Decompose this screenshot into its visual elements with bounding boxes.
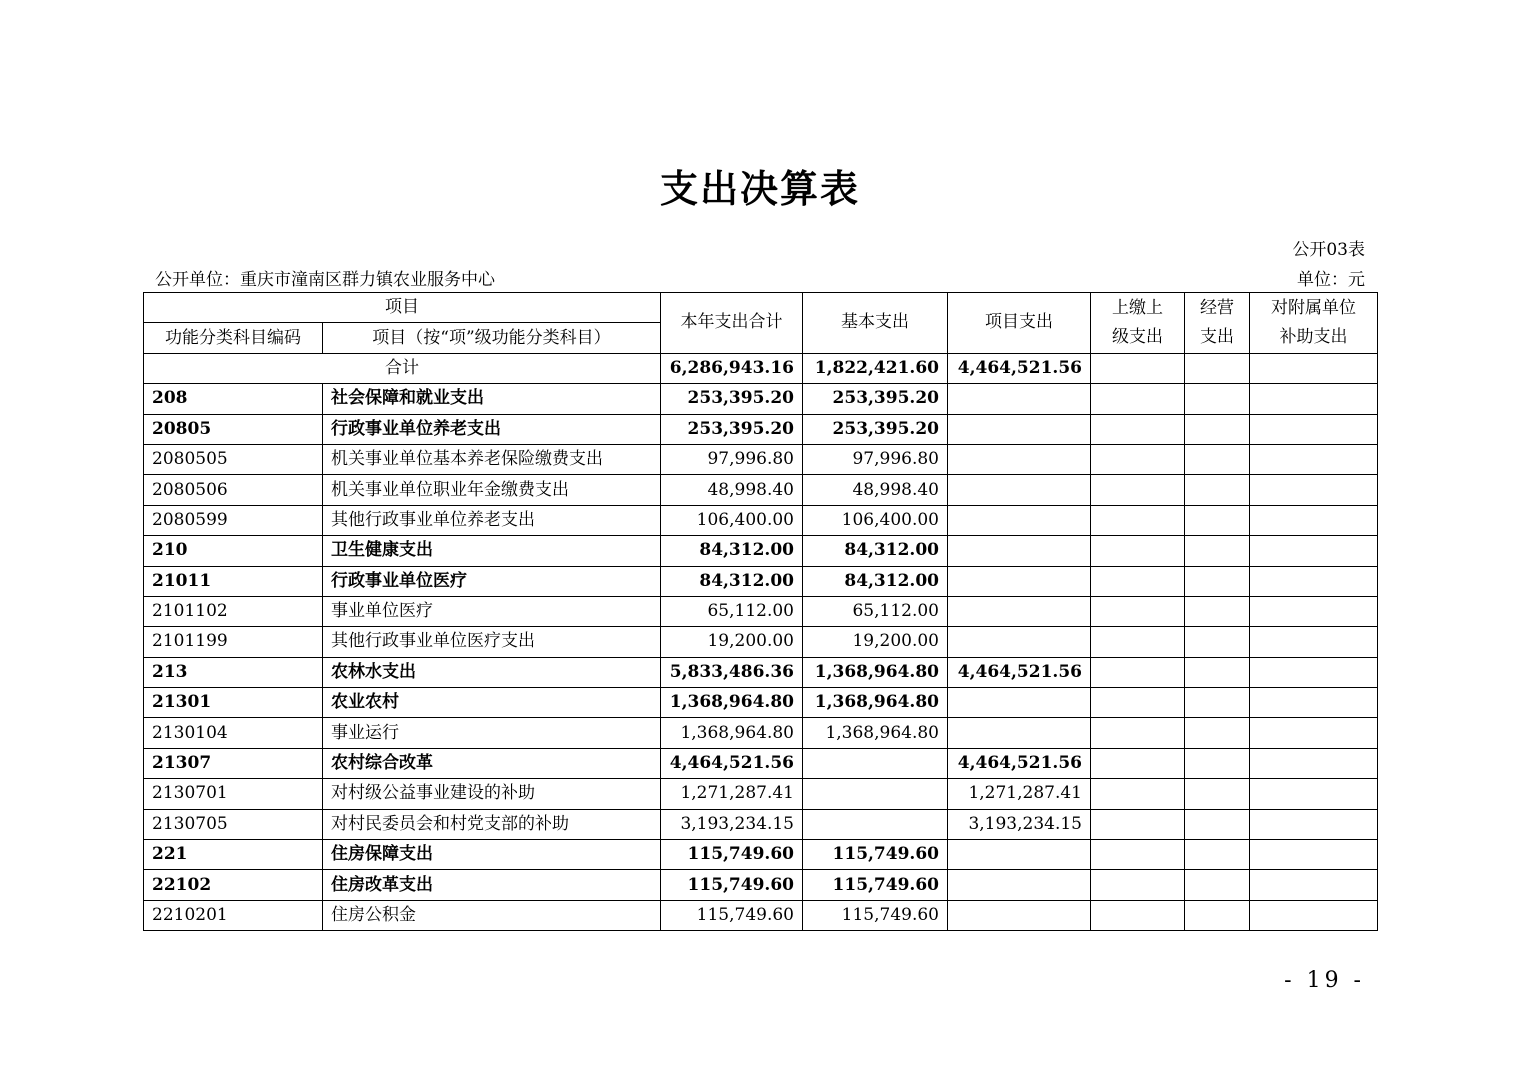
summary-label: 合计	[144, 353, 661, 383]
project-cell	[948, 414, 1091, 444]
affiliated-cell	[1250, 444, 1378, 474]
header-affiliated-line2: 补助支出	[1279, 326, 1348, 347]
business-cell	[1185, 566, 1250, 596]
name-cell: 事业单位医疗	[323, 596, 661, 626]
affiliated-cell	[1250, 840, 1378, 870]
code-cell: 2130705	[144, 809, 323, 839]
page-title: 支出决算表	[659, 166, 860, 211]
form-number: 公开03表	[1292, 240, 1365, 260]
name-cell: 农村综合改革	[323, 748, 661, 778]
code-cell: 213	[144, 657, 323, 687]
project-cell	[948, 384, 1091, 414]
header-affiliated	[1250, 293, 1378, 354]
code-cell: 21301	[144, 688, 323, 718]
total-cell: 253,395.20	[661, 414, 803, 444]
total-cell: 5,833,486.36	[661, 657, 803, 687]
upper-cell	[1091, 779, 1185, 809]
summary-total: 6,286,943.16	[661, 353, 803, 383]
business-cell	[1185, 870, 1250, 900]
business-cell	[1185, 900, 1250, 930]
table-row	[144, 688, 1378, 718]
basic-cell: 115,749.60	[803, 870, 948, 900]
total-cell: 106,400.00	[661, 505, 803, 535]
business-cell	[1185, 748, 1250, 778]
business-cell	[1185, 809, 1250, 839]
code-cell: 2130104	[144, 718, 323, 748]
code-cell: 21011	[144, 566, 323, 596]
affiliated-cell	[1250, 536, 1378, 566]
summary-business	[1185, 353, 1250, 383]
basic-cell: 253,395.20	[803, 384, 948, 414]
basic-cell: 106,400.00	[803, 505, 948, 535]
table-row	[144, 748, 1378, 778]
upper-cell	[1091, 840, 1185, 870]
business-cell	[1185, 505, 1250, 535]
business-cell	[1185, 779, 1250, 809]
header-item-group: 项目	[144, 293, 661, 323]
table-row	[144, 505, 1378, 535]
name-cell: 行政事业单位医疗	[323, 566, 661, 596]
affiliated-cell	[1250, 900, 1378, 930]
table-row	[144, 384, 1378, 414]
code-cell: 2080506	[144, 475, 323, 505]
project-cell	[948, 627, 1091, 657]
code-cell: 21307	[144, 748, 323, 778]
table-row	[144, 809, 1378, 839]
upper-cell	[1091, 870, 1185, 900]
business-cell	[1185, 688, 1250, 718]
name-cell: 卫生健康支出	[323, 536, 661, 566]
total-cell: 3,193,234.15	[661, 809, 803, 839]
upper-cell	[1091, 688, 1185, 718]
total-cell: 115,749.60	[661, 870, 803, 900]
table-row	[144, 840, 1378, 870]
project-cell	[948, 475, 1091, 505]
project-cell	[948, 840, 1091, 870]
upper-cell	[1091, 748, 1185, 778]
business-cell	[1185, 657, 1250, 687]
basic-cell: 1,368,964.80	[803, 688, 948, 718]
affiliated-cell	[1250, 779, 1378, 809]
project-cell: 1,271,287.41	[948, 779, 1091, 809]
page-number: - 19 -	[1284, 968, 1365, 993]
table-row	[144, 596, 1378, 626]
name-cell: 事业运行	[323, 718, 661, 748]
code-cell: 2080599	[144, 505, 323, 535]
expenditure-table	[143, 292, 1378, 931]
affiliated-cell	[1250, 627, 1378, 657]
basic-cell: 115,749.60	[803, 840, 948, 870]
total-cell: 48,998.40	[661, 475, 803, 505]
header-business-line1: 经营	[1200, 297, 1234, 318]
header-name: 项目（按“项”级功能分类科目）	[323, 323, 661, 353]
currency-unit: 单位：元	[1297, 270, 1365, 290]
upper-cell	[1091, 809, 1185, 839]
business-cell	[1185, 475, 1250, 505]
name-cell: 住房改革支出	[323, 870, 661, 900]
upper-cell	[1091, 627, 1185, 657]
project-cell	[948, 444, 1091, 474]
upper-cell	[1091, 536, 1185, 566]
summary-row	[144, 353, 1378, 383]
project-cell: 4,464,521.56	[948, 657, 1091, 687]
upper-cell	[1091, 444, 1185, 474]
upper-cell	[1091, 900, 1185, 930]
upper-cell	[1091, 475, 1185, 505]
project-cell	[948, 688, 1091, 718]
basic-cell: 1,368,964.80	[803, 718, 948, 748]
affiliated-cell	[1250, 748, 1378, 778]
affiliated-cell	[1250, 566, 1378, 596]
name-cell: 机关事业单位基本养老保险缴费支出	[323, 444, 661, 474]
table-row	[144, 566, 1378, 596]
code-cell: 210	[144, 536, 323, 566]
upper-cell	[1091, 505, 1185, 535]
name-cell: 对村民委员会和村党支部的补助	[323, 809, 661, 839]
affiliated-cell	[1250, 414, 1378, 444]
basic-cell: 253,395.20	[803, 414, 948, 444]
name-cell: 社会保障和就业支出	[323, 384, 661, 414]
upper-cell	[1091, 718, 1185, 748]
upper-cell	[1091, 384, 1185, 414]
header-affiliated-line1: 对附属单位	[1271, 297, 1356, 318]
total-cell: 253,395.20	[661, 384, 803, 414]
summary-basic: 1,822,421.60	[803, 353, 948, 383]
code-cell: 221	[144, 840, 323, 870]
code-cell: 208	[144, 384, 323, 414]
name-cell: 住房保障支出	[323, 840, 661, 870]
code-cell: 2101199	[144, 627, 323, 657]
summary-affiliated	[1250, 353, 1378, 383]
name-cell: 行政事业单位养老支出	[323, 414, 661, 444]
project-cell	[948, 505, 1091, 535]
header-upper	[1091, 293, 1185, 354]
upper-cell	[1091, 657, 1185, 687]
summary-project: 4,464,521.56	[948, 353, 1091, 383]
total-cell: 97,996.80	[661, 444, 803, 474]
name-cell: 对村级公益事业建设的补助	[323, 779, 661, 809]
table-row	[144, 414, 1378, 444]
project-cell	[948, 596, 1091, 626]
header-project: 项目支出	[948, 293, 1091, 354]
affiliated-cell	[1250, 505, 1378, 535]
business-cell	[1185, 627, 1250, 657]
basic-cell: 97,996.80	[803, 444, 948, 474]
total-cell: 115,749.60	[661, 840, 803, 870]
basic-cell: 115,749.60	[803, 900, 948, 930]
project-cell	[948, 870, 1091, 900]
table-row	[144, 657, 1378, 687]
header-upper-line2: 级支出	[1112, 326, 1163, 347]
total-cell: 19,200.00	[661, 627, 803, 657]
basic-cell	[803, 809, 948, 839]
total-cell: 84,312.00	[661, 536, 803, 566]
header-total: 本年支出合计	[661, 293, 803, 354]
affiliated-cell	[1250, 384, 1378, 414]
project-cell	[948, 900, 1091, 930]
name-cell: 机关事业单位职业年金缴费支出	[323, 475, 661, 505]
upper-cell	[1091, 596, 1185, 626]
code-cell: 20805	[144, 414, 323, 444]
business-cell	[1185, 718, 1250, 748]
affiliated-cell	[1250, 657, 1378, 687]
basic-cell: 84,312.00	[803, 566, 948, 596]
table-row	[144, 779, 1378, 809]
total-cell: 1,271,287.41	[661, 779, 803, 809]
header-basic: 基本支出	[803, 293, 948, 354]
upper-cell	[1091, 566, 1185, 596]
reporting-unit: 公开单位：重庆市潼南区群力镇农业服务中心	[155, 270, 495, 290]
basic-cell: 48,998.40	[803, 475, 948, 505]
total-cell: 4,464,521.56	[661, 748, 803, 778]
business-cell	[1185, 384, 1250, 414]
name-cell: 住房公积金	[323, 900, 661, 930]
table-row	[144, 870, 1378, 900]
code-cell: 2130701	[144, 779, 323, 809]
total-cell: 1,368,964.80	[661, 718, 803, 748]
project-cell: 4,464,521.56	[948, 748, 1091, 778]
name-cell: 其他行政事业单位养老支出	[323, 505, 661, 535]
total-cell: 115,749.60	[661, 900, 803, 930]
code-cell: 2101102	[144, 596, 323, 626]
basic-cell	[803, 748, 948, 778]
upper-cell	[1091, 414, 1185, 444]
affiliated-cell	[1250, 718, 1378, 748]
code-cell: 2080505	[144, 444, 323, 474]
code-cell: 2210201	[144, 900, 323, 930]
summary-upper	[1091, 353, 1185, 383]
table-row	[144, 536, 1378, 566]
affiliated-cell	[1250, 688, 1378, 718]
basic-cell	[803, 779, 948, 809]
basic-cell: 1,368,964.80	[803, 657, 948, 687]
affiliated-cell	[1250, 809, 1378, 839]
name-cell: 农业农村	[323, 688, 661, 718]
business-cell	[1185, 840, 1250, 870]
total-cell: 65,112.00	[661, 596, 803, 626]
header-business	[1185, 293, 1250, 354]
table-row	[144, 475, 1378, 505]
business-cell	[1185, 444, 1250, 474]
business-cell	[1185, 536, 1250, 566]
header-upper-line1: 上缴上	[1112, 297, 1163, 318]
project-cell	[948, 566, 1091, 596]
basic-cell: 84,312.00	[803, 536, 948, 566]
affiliated-cell	[1250, 596, 1378, 626]
name-cell: 其他行政事业单位医疗支出	[323, 627, 661, 657]
table-row	[144, 900, 1378, 930]
name-cell: 农林水支出	[323, 657, 661, 687]
table-row	[144, 444, 1378, 474]
basic-cell: 19,200.00	[803, 627, 948, 657]
affiliated-cell	[1250, 870, 1378, 900]
project-cell	[948, 718, 1091, 748]
header-business-line2: 支出	[1200, 326, 1234, 347]
total-cell: 1,368,964.80	[661, 688, 803, 718]
project-cell: 3,193,234.15	[948, 809, 1091, 839]
business-cell	[1185, 414, 1250, 444]
affiliated-cell	[1250, 475, 1378, 505]
business-cell	[1185, 596, 1250, 626]
header-code: 功能分类科目编码	[144, 323, 323, 353]
total-cell: 84,312.00	[661, 566, 803, 596]
table-row	[144, 627, 1378, 657]
code-cell: 22102	[144, 870, 323, 900]
table-row	[144, 718, 1378, 748]
project-cell	[948, 536, 1091, 566]
basic-cell: 65,112.00	[803, 596, 948, 626]
